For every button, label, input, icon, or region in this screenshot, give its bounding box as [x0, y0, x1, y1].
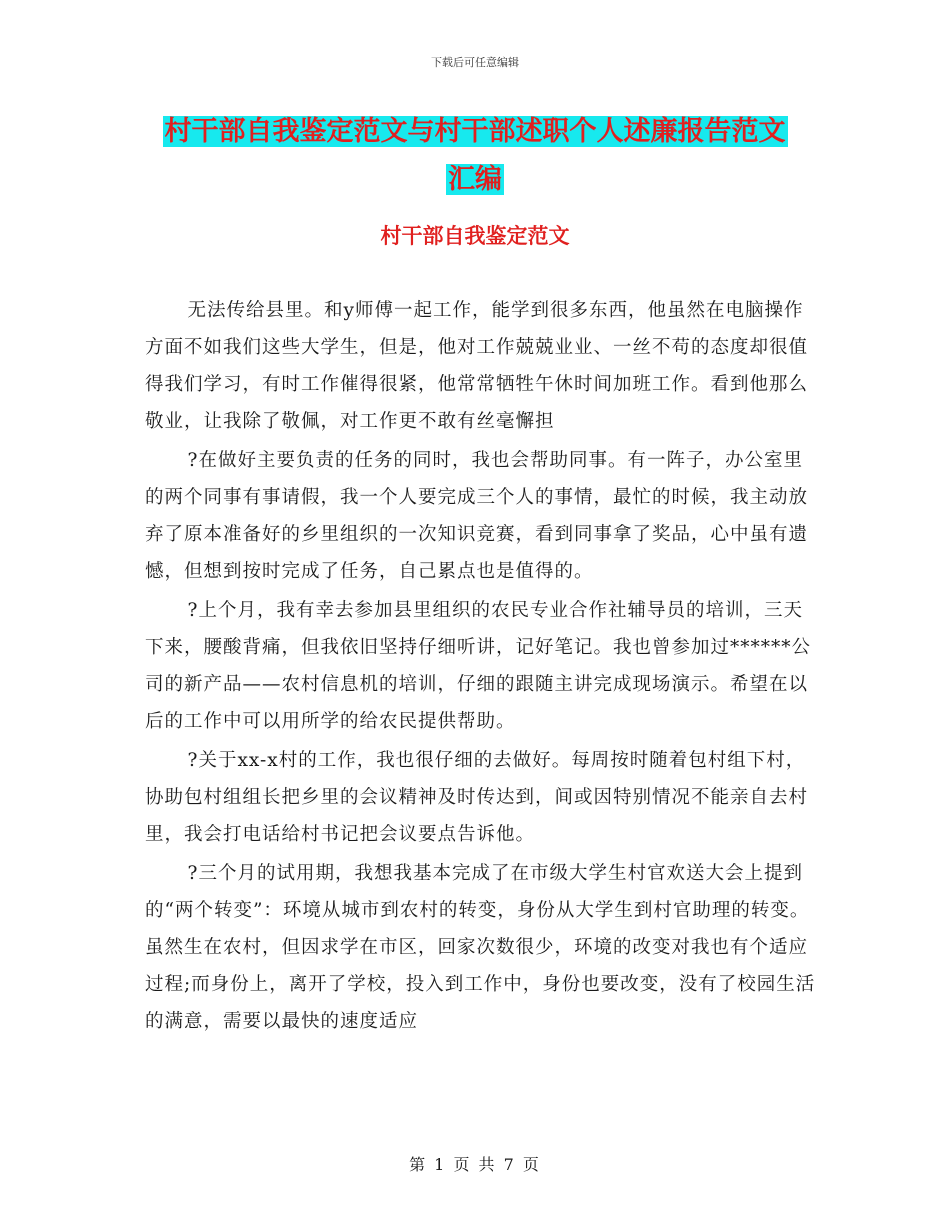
section-title: 村干部自我鉴定范文	[380, 223, 570, 248]
paragraph: ?在做好主要负责的任务的同时，我也会帮助同事。有一阵子，办公室里的两个同事有事请假，我一个人要完成三个人的事情，最忙的时候，我主动放弃了原本准备好的乡里组织的一次知识竞赛，看到同事拿了奖品，心中虽有遗憾，但想到按时完成了任务，自己累点也是值得的。	[145, 450, 809, 582]
paragraph: ?上个月，我有幸去参加县里组织的农民专业合作社辅导员的培训，三天下来，腰酸背痛，但我依旧坚持仔细听讲，记好笔记。我也曾参加过******公司的新产品——农村信息机的培训，仔细的跟随主讲完成现场演示。希望在以后的工作中可以用所学的给农民提供帮助。	[145, 600, 812, 732]
paragraph: ?关于xx-x村的工作，我也很仔细的去做好。每周按时随着包村组下村，协助包村组组长把乡里的会议精神及时传达到，间或因特别情况不能亲自去村里，我会打电话给村书记把会议要点告诉他。	[145, 750, 809, 845]
document-title-line-1: 村干部自我鉴定范文与村干部述职个人述廉报告范文	[164, 116, 786, 147]
header-note: 下载后可任意编辑	[431, 56, 519, 69]
document-title-line-2: 汇编	[448, 164, 502, 195]
paragraph: ?三个月的试用期，我想我基本完成了在市级大学生村官欢送大会上提到的“两个转变”：环境从城市到农村的转变，身份从大学生到村官助理的转变。虽然生在农村，但因求学在市区，回家次数很少，环境的改变对我也有个适应过程;而身份上，离开了学校，投入到工作中，身份也要改变，没有了校园生活的满意，需要以最快的速度适应	[145, 863, 816, 1032]
document-body	[145, 292, 820, 1042]
document-title	[0, 108, 950, 204]
page-footer: 第 1 页 共 7 页	[409, 1155, 541, 1174]
paragraph: 无法传给县里。和y师傅一起工作，能学到很多东西，他虽然在电脑操作方面不如我们这些大学生，但是，他对工作兢兢业业、一丝不苟的态度却很值得我们学习，有时工作催得很紧，他常常牺牲午休时间加班工作。看到他那么敬业，让我除了敬佩，对工作更不敢有丝毫懈担	[145, 300, 809, 432]
